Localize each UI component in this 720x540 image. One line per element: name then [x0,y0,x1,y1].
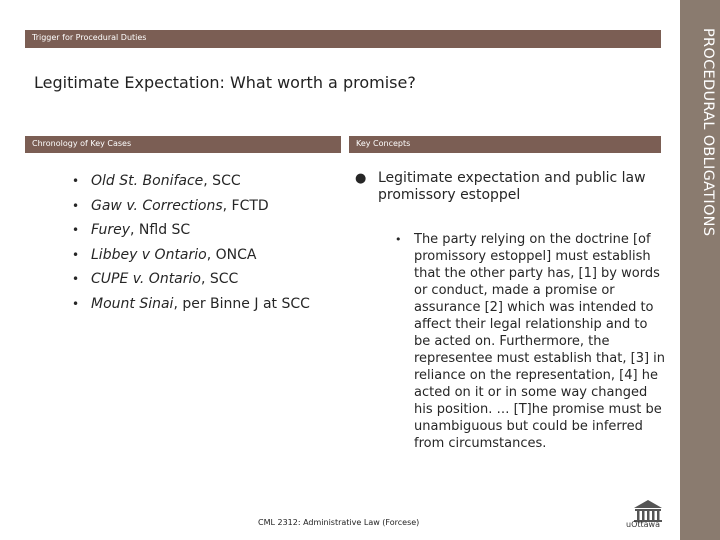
case-item [72,292,310,317]
case-item [72,194,310,219]
side-title: PROCEDURAL OBLIGATIONS [700,28,716,237]
subpoint-text: The party relying on the doctrine [of promissory estoppel] must establish that the other party has, [1] by words or conduct, made a promise or assurance [2] which was intended to affect their legal relationship and to be acted on. Furthermore, the representee must establish that, [3] in reliance on the representation, [4] he acted on it or in some way changed his position. … [T]he promise must be unambiguous but could be inferred from circumstances. [414,232,666,451]
case-court: , SCC [200,271,239,287]
case-court: , per Binne J at SCC [173,295,310,312]
logo-text: uOttawa [626,520,660,529]
case-item [72,169,310,194]
case-item [72,218,310,243]
case-item [72,243,310,268]
left-section-header-label: Chronology of Key Cases [32,139,132,148]
case-court: , SCC [203,173,241,189]
case-list [72,169,310,316]
bullet-icon: • [395,233,402,246]
case-item [72,267,310,292]
case-court: , Nfld SC [130,222,191,238]
top-band [25,30,661,48]
case-court: , ONCA [206,246,257,263]
case-name: CUPE v. Ontario [91,271,201,287]
right-section-header-label: Key Concepts [356,139,411,148]
key-concept-subpoint [395,231,667,452]
key-concept [355,170,665,204]
slide-heading: Legitimate Expectation: What worth a promise? [34,73,416,92]
key-concept-text: Legitimate expectation and public law promissory estoppel [378,170,646,203]
right-section-header [349,136,661,153]
footer-course: CML 2312: Administrative Law (Forcese) [258,518,420,527]
case-court: , FCTD [222,197,269,214]
top-band-label: Trigger for Procedural Duties [32,33,147,42]
left-section-header [25,136,341,153]
bullet-icon: ● [355,171,367,186]
case-name: Furey [91,222,131,238]
case-name: Old St. Boniface [91,173,204,189]
case-name: Libbey v Ontario [91,246,207,263]
case-name: Gaw v. Corrections [91,197,223,214]
case-name: Mount Sinai [91,295,174,312]
